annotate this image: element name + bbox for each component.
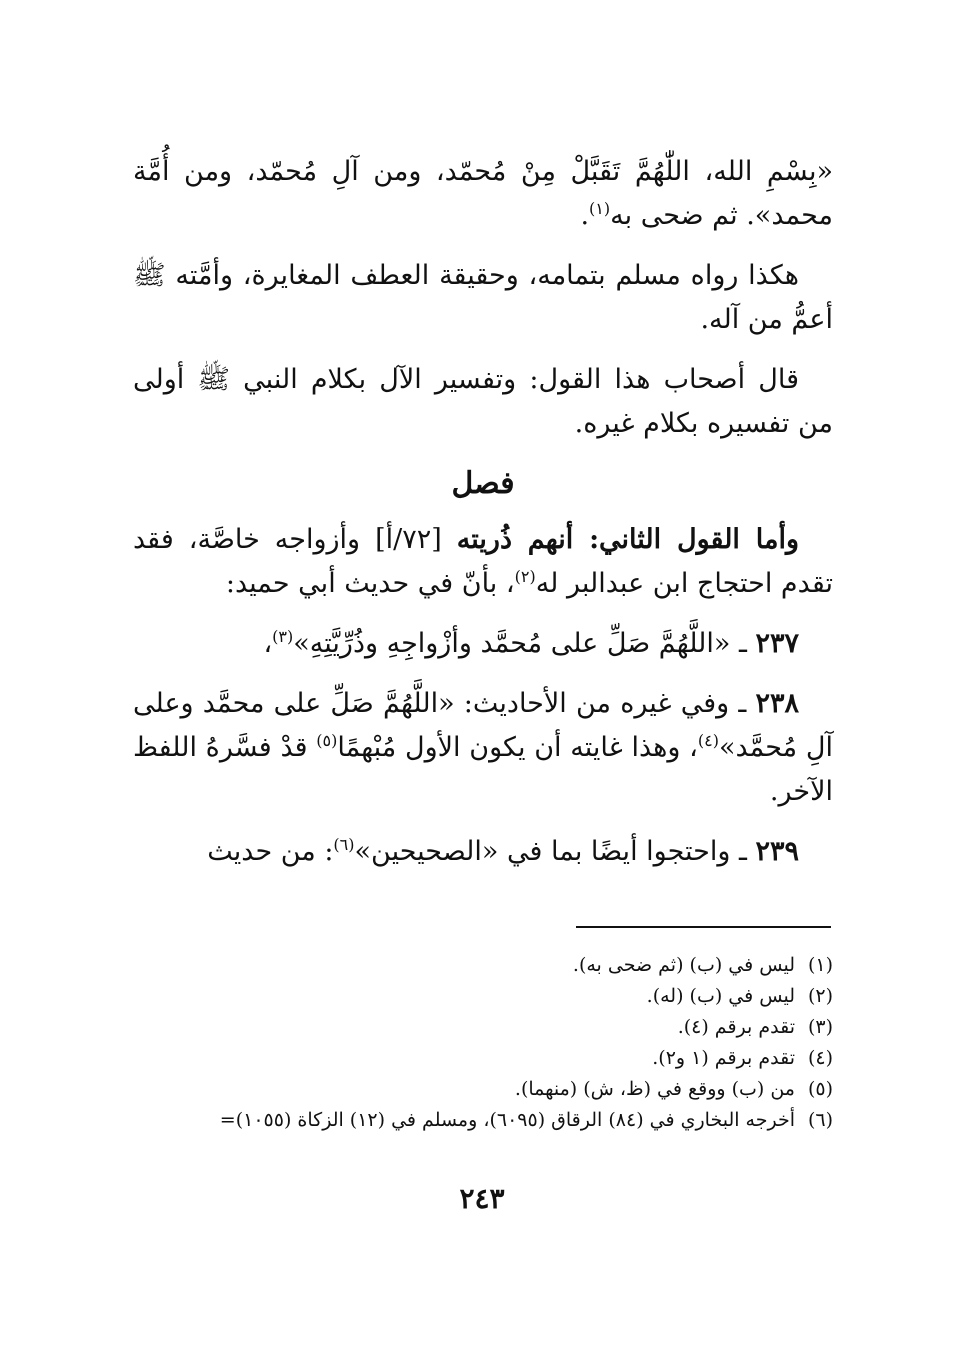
- paragraph-prayer-quote: [133, 150, 833, 238]
- hadith-text: ـ «اللَّهُمَّ صَلِّ على مُحمَّد وأزْواجِهِ وذُرِّيَّتِهِ»: [293, 628, 756, 659]
- hadith-number: ٢٣٨: [755, 688, 799, 719]
- footnote-ref-1[interactable]: (١): [589, 199, 611, 218]
- paragraph-tafsir-al: قال أصحاب هذا القول: وتفسير الآل بكلام النبي ﷺ أولى من تفسيره بكلام غيره.: [133, 364, 833, 439]
- page-number: ٢٤٣: [459, 1182, 505, 1215]
- footnote-number: (٥): [807, 1078, 833, 1100]
- hadith-end: قدْ فسَّرهُ اللفظ الآخر.: [133, 732, 833, 807]
- footnote-text: من (ب) ووقع في (ظ، ش) (منهما).: [514, 1078, 795, 1100]
- footnote-2: [113, 981, 833, 1012]
- footnote-6: [113, 1105, 833, 1136]
- hadith-text: ـ وفي غيره من الأحاديث: «اللَّهُمَّ صَلِّ على محمَّد وعلى آلِ مُحمَّد»: [133, 688, 833, 763]
- footnote-ref-5[interactable]: (٥): [316, 731, 338, 750]
- hadith-number: ٢٣٩: [755, 836, 799, 867]
- second-opinion-lead: وأما القول الثاني: أنهم ذُريته: [456, 524, 799, 555]
- hadith-end: : من حديث: [207, 836, 334, 867]
- hadith-239: [133, 830, 833, 874]
- hadith-middle: ، وهذا غايته أن يكون الأول مُبْهمًا: [337, 732, 698, 763]
- footnote-text: تقدم برقم (١ و٢).: [652, 1047, 795, 1069]
- footnote-text: ليس في (ب) (له).: [646, 985, 795, 1007]
- footnote-number: (٤): [807, 1047, 833, 1069]
- hadith-text: ـ واحتجوا أيضًا بما في «الصحيحين»: [354, 836, 756, 867]
- hadith-end: ،: [263, 628, 273, 659]
- footnote-number: (٣): [807, 1016, 833, 1038]
- footnote-number: (٢): [807, 985, 833, 1007]
- footnote-5: [113, 1074, 833, 1105]
- footnote-text: تقدم برقم (٤).: [677, 1016, 795, 1038]
- footnotes: [113, 950, 833, 1136]
- footnote-4: [113, 1043, 833, 1074]
- footnote-ref-4[interactable]: (٤): [697, 731, 719, 750]
- paragraph-second-opinion: [133, 518, 833, 606]
- footnote-ref-3[interactable]: (٣): [272, 627, 294, 646]
- paragraph-muslim-narration: هكذا رواه مسلم بتمامه، وحقيقة العطف المغايرة، وأمَّته ﷺ أعمُّ من آله.: [133, 260, 833, 335]
- second-opinion-end: ، بأنّ في حديث أبي حميد:: [225, 568, 515, 599]
- prayer-quote-text: «بِسْمِ الله، اللّٰهُمَّ تَقَبَّلْ مِنْ مُحمّد، ومن آلِ مُحمّد، ومن أُمَّة محمد». ثم ضحى به: [133, 156, 833, 231]
- footnote-text: أخرجه البخاري في (٨٤) الرقاق (٦٠٩٥)، ومسلم في (١٢) الزكاة (١٠٥٥)=: [219, 1109, 795, 1131]
- second-opinion-text: [٧٢/أ] وأزواجه خاصَّة، فقد تقدم احتجاج ابن عبدالبر له: [133, 524, 833, 599]
- prayer-quote-end: .: [580, 200, 590, 231]
- footnote-1: [113, 950, 833, 981]
- footnote-divider: [576, 926, 831, 928]
- page-body: [133, 150, 833, 890]
- footnote-number: (٦): [807, 1109, 833, 1131]
- footnote-3: [113, 1012, 833, 1043]
- footnote-ref-6[interactable]: (٦): [333, 835, 355, 854]
- section-heading: فصل: [451, 466, 515, 501]
- hadith-238: [133, 682, 833, 814]
- hadith-237: [133, 622, 833, 666]
- footnote-ref-2[interactable]: (٢): [514, 567, 536, 586]
- footnote-number: (١): [807, 954, 833, 976]
- hadith-number: ٢٣٧: [755, 628, 799, 659]
- footnote-text: ليس في (ب) (ثم ضحى به).: [572, 954, 795, 976]
